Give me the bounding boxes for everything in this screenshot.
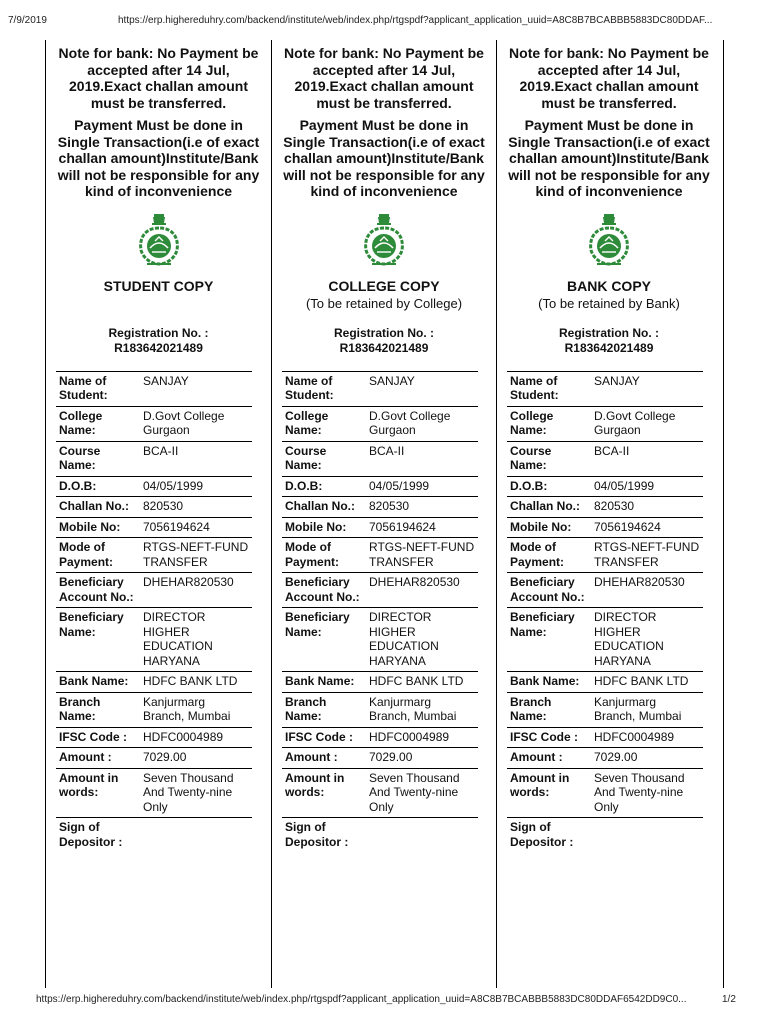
- field-value: Seven Thousand And Twenty-nine Only: [366, 768, 478, 818]
- field-value: DIRECTOR HIGHER EDUCATION HARYANA: [366, 608, 478, 672]
- field-label: Branch Name:: [282, 692, 366, 727]
- challan-details-table: [507, 371, 703, 853]
- challan-details-table: [56, 371, 252, 853]
- field-row: [56, 608, 252, 672]
- field-value: BCA-II: [591, 441, 703, 476]
- print-url: https://erp.highereduhry.com/backend/institute/web/index.php/rtgspdf?applicant_application_uuid=A8C8B7BCABBB5883DC80DDAF...: [118, 15, 713, 26]
- field-label: Bank Name:: [507, 672, 591, 693]
- field-label: Branch Name:: [507, 692, 591, 727]
- field-row: [56, 573, 252, 608]
- field-row: [56, 768, 252, 818]
- print-header: [0, 0, 768, 40]
- registration-number: R183642021489: [564, 340, 654, 355]
- field-value: 820530: [366, 497, 478, 518]
- field-value: 04/05/1999: [140, 476, 252, 497]
- registration: [507, 326, 711, 356]
- field-value: 7029.00: [591, 748, 703, 769]
- field-value: HDFC BANK LTD: [366, 672, 478, 693]
- field-value: D.Govt College Gurgaon: [140, 406, 252, 441]
- field-label: Course Name:: [282, 441, 366, 476]
- field-label: Amount in words:: [56, 768, 140, 818]
- copy-subtitle: [56, 296, 261, 312]
- field-value: SANJAY: [591, 371, 703, 406]
- field-label: D.O.B:: [282, 476, 366, 497]
- field-label: IFSC Code :: [282, 727, 366, 748]
- field-value: DHEHAR820530: [591, 573, 703, 608]
- field-value: RTGS-NEFT-FUND TRANSFER: [140, 538, 252, 573]
- field-row: [507, 538, 703, 573]
- field-row: [282, 476, 478, 497]
- field-label: Challan No.:: [56, 497, 140, 518]
- payment-note: Payment Must be done in Single Transaction(i.e of exact challan amount)Institute/Bank will not be responsible for any kind of inconvenience: [508, 117, 710, 199]
- registration: [282, 326, 486, 356]
- field-value: [591, 818, 703, 853]
- print-footer: [0, 988, 768, 1024]
- registration-label: Registration No. :: [558, 325, 659, 340]
- field-value: RTGS-NEFT-FUND TRANSFER: [591, 538, 703, 573]
- bank-note: Note for bank: No Payment be accepted after 14 Jul, 2019.Exact challan amount must be transferred.: [58, 45, 259, 111]
- field-value: SANJAY: [366, 371, 478, 406]
- copy-bank: [496, 40, 721, 988]
- field-value: Kanjurmarg Branch, Mumbai: [591, 692, 703, 727]
- field-row: [282, 818, 478, 853]
- field-label: Beneficiary Account No.:: [282, 573, 366, 608]
- payment-note: Payment Must be done in Single Transaction(i.e of exact challan amount)Institute/Bank will not be responsible for any kind of inconvenience: [283, 117, 485, 199]
- field-label: Beneficiary Account No.:: [507, 573, 591, 608]
- field-row: [56, 517, 252, 538]
- print-date: 7/9/2019: [8, 15, 47, 26]
- field-row: [507, 768, 703, 818]
- copy-title: COLLEGE COPY: [328, 277, 440, 294]
- field-label: Name of Student:: [282, 371, 366, 406]
- field-value: SANJAY: [140, 371, 252, 406]
- bank-note: Note for bank: No Payment be accepted after 14 Jul, 2019.Exact challan amount must be transferred.: [284, 45, 484, 111]
- field-value: 04/05/1999: [591, 476, 703, 497]
- field-row: [282, 573, 478, 608]
- field-row: [56, 538, 252, 573]
- registration-number: R183642021489: [339, 340, 429, 355]
- field-value: 820530: [591, 497, 703, 518]
- registration-number: R183642021489: [114, 340, 203, 355]
- field-label: College Name:: [56, 406, 140, 441]
- copy-subtitle: (To be retained by College): [305, 295, 463, 311]
- field-label: Bank Name:: [282, 672, 366, 693]
- field-value: HDFC BANK LTD: [140, 672, 252, 693]
- field-row: [56, 497, 252, 518]
- copy-college: [271, 40, 496, 988]
- field-row: [507, 497, 703, 518]
- field-label: Amount :: [507, 748, 591, 769]
- field-label: Mode of Payment:: [507, 538, 591, 573]
- field-row: [56, 818, 252, 853]
- field-label: Mobile No:: [56, 517, 140, 538]
- field-value: 7056194624: [591, 517, 703, 538]
- field-row: [282, 748, 478, 769]
- field-value: Kanjurmarg Branch, Mumbai: [140, 692, 252, 727]
- field-value: HDFC BANK LTD: [591, 672, 703, 693]
- field-value: 7056194624: [366, 517, 478, 538]
- field-row: [507, 476, 703, 497]
- haryana-emblem-icon: [358, 212, 410, 268]
- field-value: DIRECTOR HIGHER EDUCATION HARYANA: [140, 608, 252, 672]
- field-row: [507, 608, 703, 672]
- field-row: [282, 768, 478, 818]
- bank-note: Note for bank: No Payment be accepted after 14 Jul, 2019.Exact challan amount must be transferred.: [509, 45, 709, 111]
- field-row: [282, 538, 478, 573]
- field-label: Course Name:: [507, 441, 591, 476]
- field-row: [507, 672, 703, 693]
- field-value: BCA-II: [140, 441, 252, 476]
- footer-url: https://erp.highereduhry.com/backend/institute/web/index.php/rtgspdf?applicant_application_uuid=A8C8B7BCABBB5883DC80DDAF6542DD9C0...: [36, 994, 687, 1005]
- field-label: College Name:: [507, 406, 591, 441]
- field-row: [56, 441, 252, 476]
- field-row: [282, 371, 478, 406]
- field-row: [507, 727, 703, 748]
- field-value: DHEHAR820530: [366, 573, 478, 608]
- field-value: BCA-II: [366, 441, 478, 476]
- field-label: Name of Student:: [507, 371, 591, 406]
- field-value: 820530: [140, 497, 252, 518]
- haryana-emblem-icon: [133, 212, 185, 268]
- field-value: 04/05/1999: [366, 476, 478, 497]
- field-row: [282, 441, 478, 476]
- field-label: D.O.B:: [507, 476, 591, 497]
- field-label: Sign of Depositor :: [56, 818, 140, 853]
- field-value: Seven Thousand And Twenty-nine Only: [140, 768, 252, 818]
- field-label: Challan No.:: [507, 497, 591, 518]
- field-value: D.Govt College Gurgaon: [591, 406, 703, 441]
- field-value: DHEHAR820530: [140, 573, 252, 608]
- haryana-emblem-icon: [583, 212, 635, 268]
- field-row: [56, 748, 252, 769]
- field-label: Amount in words:: [507, 768, 591, 818]
- copy-title: STUDENT COPY: [103, 277, 214, 294]
- field-value: DIRECTOR HIGHER EDUCATION HARYANA: [591, 608, 703, 672]
- field-value: 7056194624: [140, 517, 252, 538]
- field-row: [282, 727, 478, 748]
- payment-note: Payment Must be done in Single Transaction(i.e of exact challan amount)Institute/Bank will not be responsible for any kind of inconvenience: [57, 117, 260, 199]
- field-label: Course Name:: [56, 441, 140, 476]
- field-row: [282, 406, 478, 441]
- field-value: 7029.00: [140, 748, 252, 769]
- field-label: Mobile No:: [507, 517, 591, 538]
- field-row: [507, 573, 703, 608]
- field-value: D.Govt College Gurgaon: [366, 406, 478, 441]
- field-value: [140, 818, 252, 853]
- field-row: [56, 727, 252, 748]
- field-row: [507, 406, 703, 441]
- registration: [56, 326, 261, 356]
- field-value: HDFC0004989: [366, 727, 478, 748]
- field-label: Branch Name:: [56, 692, 140, 727]
- field-label: Sign of Depositor :: [507, 818, 591, 853]
- field-row: [282, 672, 478, 693]
- field-row: [507, 818, 703, 853]
- field-value: Seven Thousand And Twenty-nine Only: [591, 768, 703, 818]
- challan-form: [45, 40, 724, 988]
- field-label: IFSC Code :: [507, 727, 591, 748]
- field-label: Beneficiary Account No.:: [56, 573, 140, 608]
- field-label: Amount in words:: [282, 768, 366, 818]
- field-row: [282, 692, 478, 727]
- field-value: Kanjurmarg Branch, Mumbai: [366, 692, 478, 727]
- field-label: Mode of Payment:: [282, 538, 366, 573]
- field-row: [56, 476, 252, 497]
- copy-subtitle: (To be retained by Bank): [538, 295, 680, 311]
- field-row: [56, 406, 252, 441]
- field-row: [507, 441, 703, 476]
- field-value: [366, 818, 478, 853]
- field-label: Beneficiary Name:: [507, 608, 591, 672]
- field-row: [282, 608, 478, 672]
- field-label: Challan No.:: [282, 497, 366, 518]
- field-row: [56, 672, 252, 693]
- field-label: College Name:: [282, 406, 366, 441]
- field-label: Bank Name:: [56, 672, 140, 693]
- field-value: 7029.00: [366, 748, 478, 769]
- field-row: [56, 692, 252, 727]
- field-row: [56, 371, 252, 406]
- field-row: [507, 692, 703, 727]
- field-label: Sign of Depositor :: [282, 818, 366, 853]
- challan-details-table: [282, 371, 478, 853]
- field-label: IFSC Code :: [56, 727, 140, 748]
- field-row: [282, 517, 478, 538]
- field-row: [282, 497, 478, 518]
- field-value: HDFC0004989: [591, 727, 703, 748]
- copy-title: BANK COPY: [566, 277, 651, 294]
- page-number: 1/2: [722, 994, 736, 1005]
- field-label: Beneficiary Name:: [56, 608, 140, 672]
- field-label: Beneficiary Name:: [282, 608, 366, 672]
- field-row: [507, 517, 703, 538]
- field-label: Amount :: [56, 748, 140, 769]
- registration-label: Registration No. :: [333, 325, 434, 340]
- field-label: D.O.B:: [56, 476, 140, 497]
- field-value: HDFC0004989: [140, 727, 252, 748]
- field-label: Name of Student:: [56, 371, 140, 406]
- registration-label: Registration No. :: [108, 325, 209, 340]
- field-label: Mobile No:: [282, 517, 366, 538]
- field-row: [507, 748, 703, 769]
- copy-student: [46, 40, 271, 988]
- field-value: RTGS-NEFT-FUND TRANSFER: [366, 538, 478, 573]
- field-label: Mode of Payment:: [56, 538, 140, 573]
- field-row: [507, 371, 703, 406]
- field-label: Amount :: [282, 748, 366, 769]
